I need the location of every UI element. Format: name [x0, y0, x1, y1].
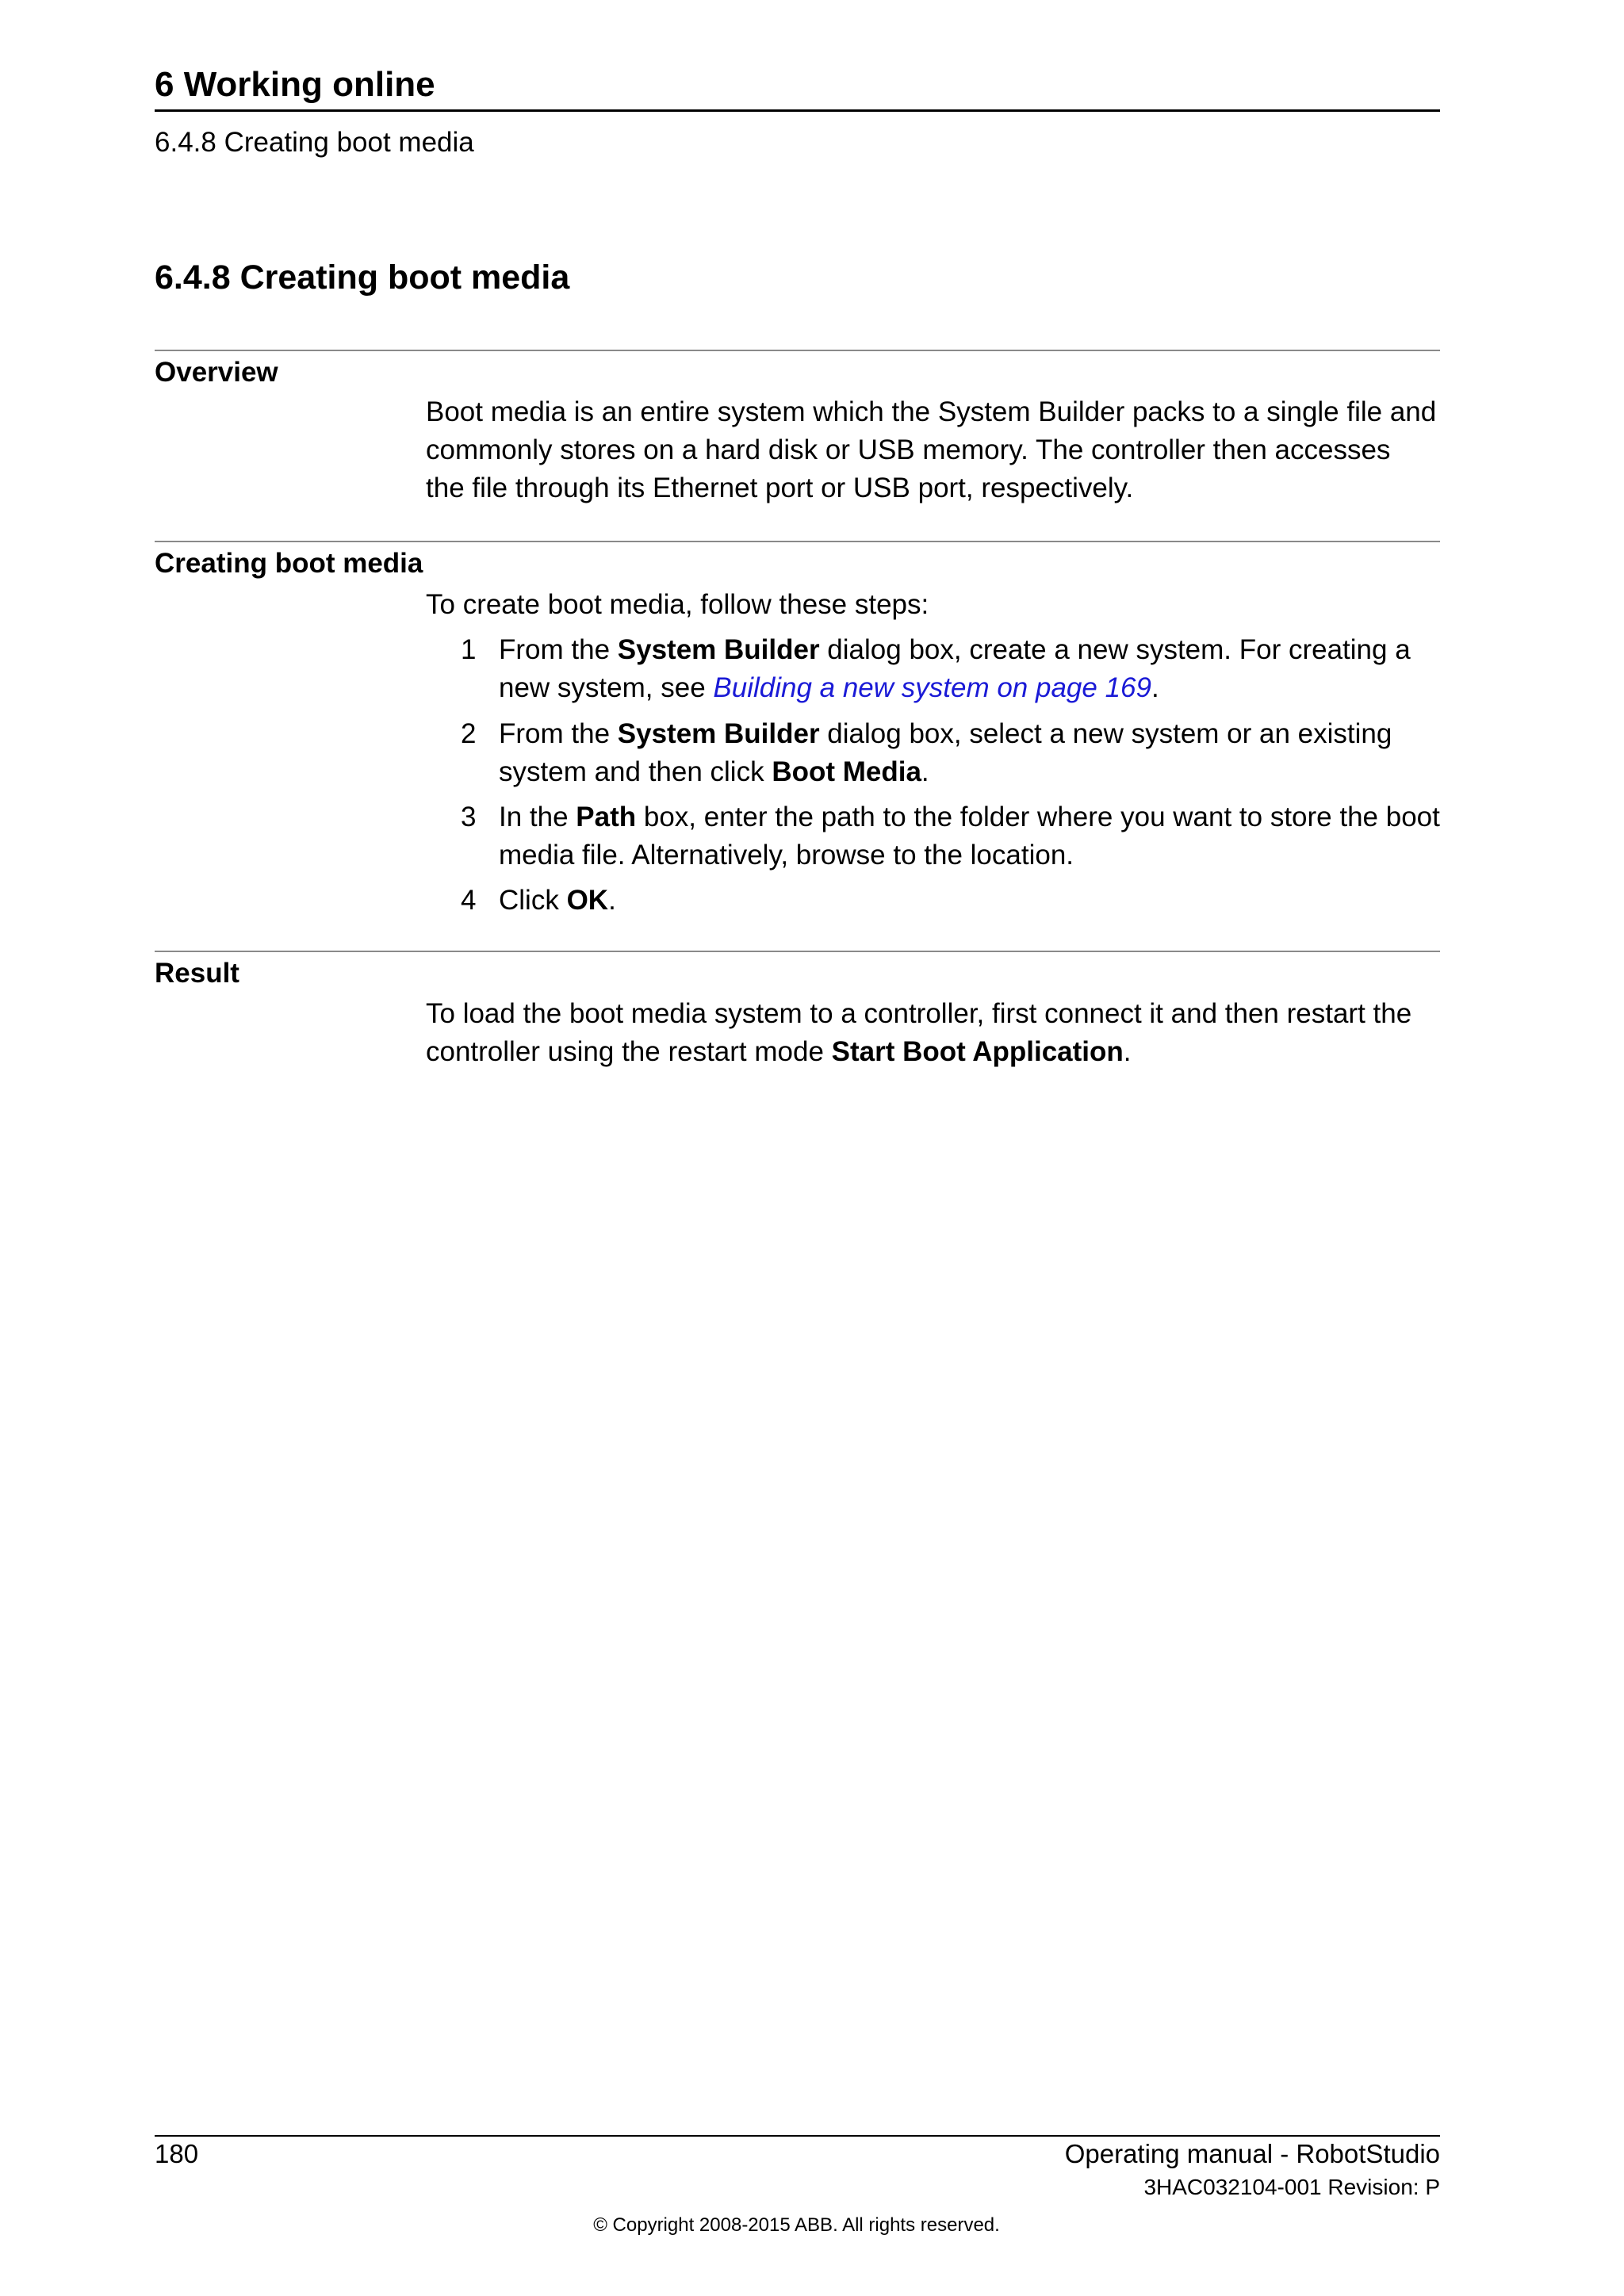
overview-label: Overview — [155, 357, 278, 388]
step-text-part: Click — [499, 885, 567, 916]
cross-reference-link[interactable]: Building a new system on page 169 — [713, 672, 1151, 703]
step-number: 3 — [461, 802, 477, 832]
result-label: Result — [155, 958, 239, 989]
step-text-part: media file. Alternatively, browse to the location. — [499, 840, 1074, 871]
step-text — [499, 715, 1450, 791]
ui-term: Path — [576, 802, 637, 832]
creating-intro — [426, 586, 1449, 624]
step-number: 4 — [461, 885, 477, 916]
footer-rule — [155, 2135, 1440, 2137]
overview-line: the file through its Ethernet port or USB port, respectively. — [426, 473, 1134, 503]
document-id: 3HAC032104-001 Revision: P — [1143, 2175, 1440, 2199]
chapter-title: 6 Working online — [155, 65, 435, 104]
result-text — [426, 995, 1449, 1071]
ui-term: System Builder — [617, 718, 820, 749]
step-text-part: In the — [499, 802, 576, 832]
step-text-part: dialog box, create a new system. For creating a — [819, 634, 1411, 665]
manual-title: Operating manual - RobotStudio — [1064, 2139, 1440, 2168]
overview-line: Boot media is an entire system which the System Builder packs to a single file and — [426, 396, 1437, 427]
step-text — [499, 798, 1450, 874]
ui-term: Start Boot Application — [831, 1036, 1124, 1067]
creating-intro-text: To create boot media, follow these steps: — [426, 589, 929, 620]
step-text-part: box, enter the path to the folder where you want to store the boot — [636, 802, 1440, 832]
step-number: 1 — [461, 634, 477, 665]
copyright-notice: © Copyright 2008-2015 ABB. All rights reserved. — [593, 2214, 1000, 2236]
step-number: 2 — [461, 718, 477, 749]
step-text — [499, 631, 1450, 707]
step-text-part: dialog box, select a new system or an existing — [819, 718, 1392, 749]
result-rule — [155, 951, 1440, 952]
page-number: 180 — [155, 2139, 199, 2168]
overview-line: commonly stores on a hard disk or USB memory. The controller then accesses — [426, 434, 1391, 465]
step-text-part: system and then click — [499, 756, 772, 787]
result-text-part: controller using the restart mode — [426, 1036, 832, 1067]
result-line — [426, 1033, 1449, 1071]
header-rule — [155, 109, 1440, 112]
step-text-part: . — [1151, 672, 1159, 703]
result-text-part: . — [1123, 1036, 1132, 1067]
step-text-part: new system, see — [499, 672, 714, 703]
ui-term: OK — [566, 885, 609, 916]
step-text-part: . — [921, 756, 929, 787]
ui-term: System Builder — [617, 634, 820, 665]
step-text-part: From the — [499, 718, 618, 749]
step-text — [499, 882, 1450, 920]
result-line: To load the boot media system to a controller, first connect it and then restart the — [426, 998, 1412, 1029]
overview-text — [426, 393, 1449, 507]
step-text-part: From the — [499, 634, 618, 665]
step-text-part: . — [608, 885, 616, 916]
overview-rule — [155, 350, 1440, 351]
creating-rule — [155, 541, 1440, 542]
running-head: 6.4.8 Creating boot media — [155, 127, 474, 158]
ui-term: Boot Media — [772, 756, 921, 787]
creating-label: Creating boot media — [155, 548, 423, 579]
section-heading: 6.4.8 Creating boot media — [155, 258, 570, 297]
